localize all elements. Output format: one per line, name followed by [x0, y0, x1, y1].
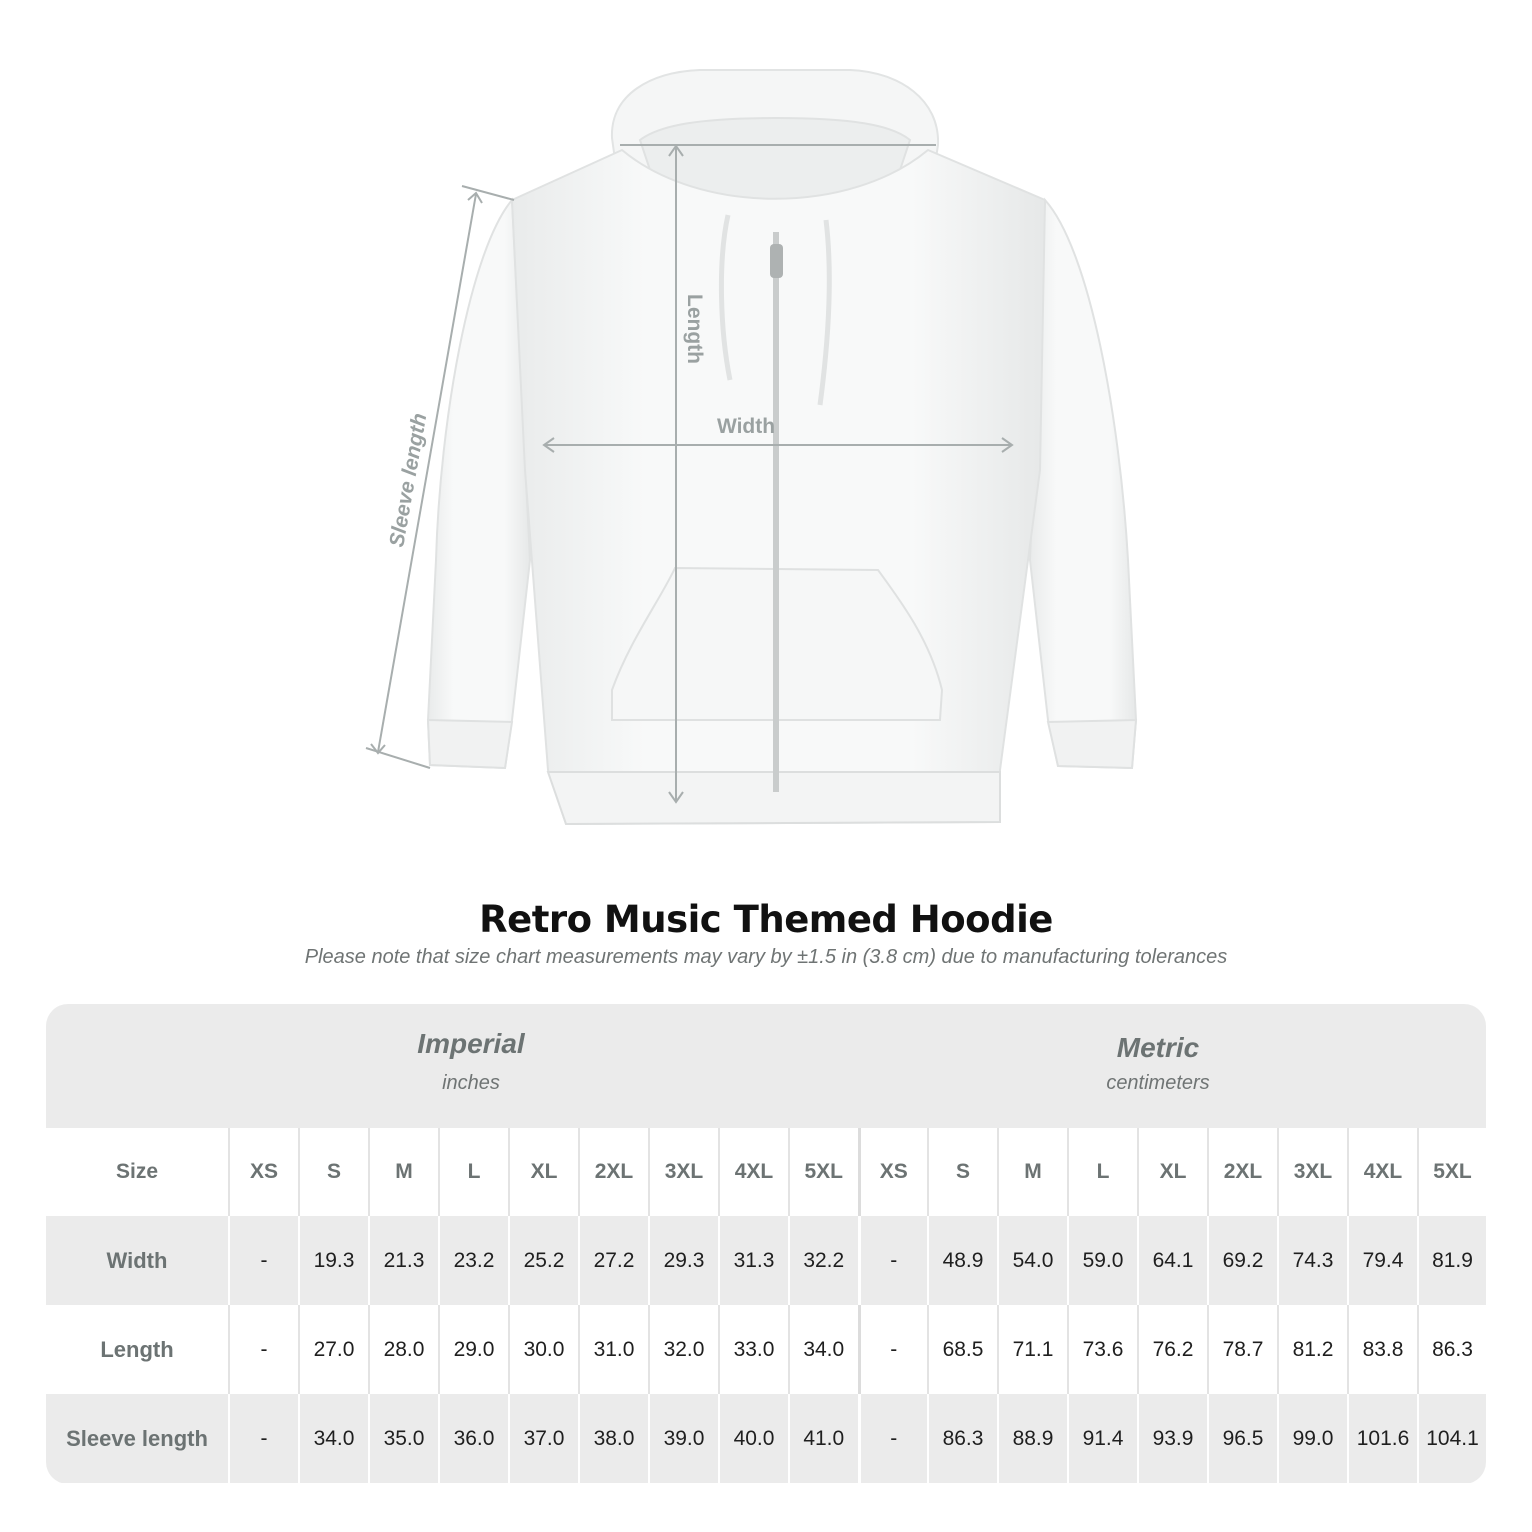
- table-row-length: [46, 1305, 1486, 1394]
- table-cell: 27.0: [299, 1305, 369, 1394]
- size-header-cell: XL: [509, 1128, 579, 1216]
- table-cell: 76.2: [1138, 1305, 1208, 1394]
- table-cell: 101.6: [1348, 1394, 1418, 1483]
- size-header-cell: S: [928, 1128, 998, 1216]
- size-header-cell: L: [1068, 1128, 1138, 1216]
- table-cell: 99.0: [1278, 1394, 1348, 1483]
- table-cell: 35.0: [369, 1394, 439, 1483]
- table-cell: 32.0: [649, 1305, 719, 1394]
- table-row-sleeve-length: [46, 1394, 1486, 1483]
- size-header-cell: 3XL: [649, 1128, 719, 1216]
- table-cell: 64.1: [1138, 1216, 1208, 1305]
- table-cell: 96.5: [1208, 1394, 1278, 1483]
- table-cell: 104.1: [1418, 1394, 1486, 1483]
- table-cell: 73.6: [1068, 1305, 1138, 1394]
- table-cell: 31.3: [719, 1216, 789, 1305]
- table-cell: -: [229, 1305, 299, 1394]
- length-label: Length: [683, 294, 706, 364]
- size-header-cell: L: [439, 1128, 509, 1216]
- table-cell: 40.0: [719, 1394, 789, 1483]
- row-label: Sleeve length: [66, 1425, 208, 1451]
- table-cell: 30.0: [509, 1305, 579, 1394]
- width-label: Width: [716, 415, 776, 438]
- imperial-title: Imperial: [417, 1028, 525, 1059]
- size-header-row: [46, 1128, 1486, 1216]
- table-cell: -: [859, 1305, 928, 1394]
- size-header-cell: 3XL: [1278, 1128, 1348, 1216]
- table-cell: 38.0: [579, 1394, 649, 1483]
- size-header-cell: XS: [229, 1128, 299, 1216]
- table-cell: 33.0: [719, 1305, 789, 1394]
- table-cell: 37.0: [509, 1394, 579, 1483]
- table-cell: 86.3: [1418, 1305, 1486, 1394]
- table-cell: 21.3: [369, 1216, 439, 1305]
- unit-header: [46, 1004, 1486, 1128]
- table-cell: 69.2: [1208, 1216, 1278, 1305]
- table-cell: 39.0: [649, 1394, 719, 1483]
- table-cell: 79.4: [1348, 1216, 1418, 1305]
- table-cell: 81.2: [1278, 1305, 1348, 1394]
- row-label: Length: [100, 1336, 174, 1362]
- table-cell: 28.0: [369, 1305, 439, 1394]
- table-cell: 36.0: [439, 1394, 509, 1483]
- table-cell: 78.7: [1208, 1305, 1278, 1394]
- table-cell: 32.2: [789, 1216, 859, 1305]
- table-cell: 41.0: [789, 1394, 859, 1483]
- size-header-cell: 5XL: [1418, 1128, 1486, 1216]
- table-cell: 25.2: [509, 1216, 579, 1305]
- table-cell: 29.3: [649, 1216, 719, 1305]
- table-cell: 19.3: [299, 1216, 369, 1305]
- size-table: [46, 1128, 1486, 1483]
- hoodie-garment: [428, 70, 1136, 824]
- size-chart: [46, 1004, 1486, 1484]
- table-cell: 27.2: [579, 1216, 649, 1305]
- size-header-cell: 4XL: [1348, 1128, 1418, 1216]
- size-header-cell: M: [998, 1128, 1068, 1216]
- table-cell: 74.3: [1278, 1216, 1348, 1305]
- table-cell: 86.3: [928, 1394, 998, 1483]
- table-cell: 54.0: [998, 1216, 1068, 1305]
- table-cell: -: [859, 1216, 928, 1305]
- metric-title: Metric: [1116, 1032, 1200, 1063]
- imperial-unit: inches: [442, 1072, 500, 1094]
- metric-unit: centimeters: [1106, 1072, 1210, 1094]
- table-cell: 23.2: [439, 1216, 509, 1305]
- table-cell: 48.9: [928, 1216, 998, 1305]
- size-column-label: Size: [115, 1160, 159, 1183]
- sleeve-length-label: Sleeve length: [385, 411, 432, 549]
- table-cell: 71.1: [998, 1305, 1068, 1394]
- table-cell: 34.0: [789, 1305, 859, 1394]
- size-header-cell: XL: [1138, 1128, 1208, 1216]
- size-header-cell: 2XL: [1208, 1128, 1278, 1216]
- size-header-cell: M: [369, 1128, 439, 1216]
- product-title: Retro Music Themed Hoodie: [479, 898, 1053, 941]
- table-row-width: [46, 1216, 1486, 1305]
- row-label: Width: [106, 1247, 168, 1273]
- table-cell: 93.9: [1138, 1394, 1208, 1483]
- tolerance-note: Please note that size chart measurements may vary by ±1.5 in (3.8 cm) due to manufacturing tolerances: [304, 946, 1228, 968]
- table-cell: -: [229, 1216, 299, 1305]
- table-cell: -: [229, 1394, 299, 1483]
- table-cell: 81.9: [1418, 1216, 1486, 1305]
- table-cell: 83.8: [1348, 1305, 1418, 1394]
- metric-header: [958, 1028, 1358, 1095]
- table-cell: 59.0: [1068, 1216, 1138, 1305]
- table-cell: 31.0: [579, 1305, 649, 1394]
- size-header-cell: 5XL: [789, 1128, 859, 1216]
- table-cell: -: [859, 1394, 928, 1483]
- imperial-header: [271, 1028, 671, 1095]
- table-cell: 29.0: [439, 1305, 509, 1394]
- size-header-cell: 2XL: [579, 1128, 649, 1216]
- table-cell: 34.0: [299, 1394, 369, 1483]
- size-header-cell: S: [299, 1128, 369, 1216]
- table-cell: 91.4: [1068, 1394, 1138, 1483]
- size-header-cell: 4XL: [719, 1128, 789, 1216]
- size-header-cell: XS: [859, 1128, 928, 1216]
- table-cell: 88.9: [998, 1394, 1068, 1483]
- table-cell: 68.5: [928, 1305, 998, 1394]
